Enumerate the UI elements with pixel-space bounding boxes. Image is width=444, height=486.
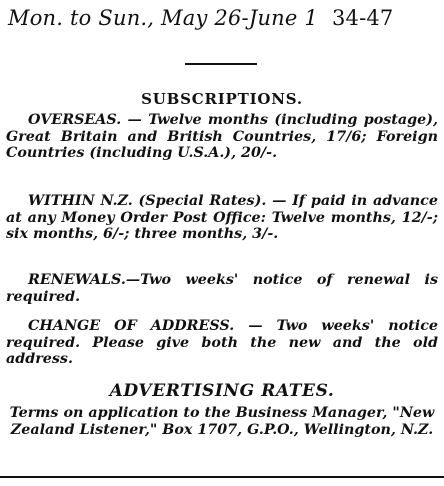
advertising-paragraph: Terms on application to the Business Manager, "New Zealand Listener," Box 1707, G.P.O., Wellington, N.Z. (9, 405, 435, 438)
subscriptions-heading: SUBSCRIPTIONS. (141, 90, 303, 108)
change-of-address-paragraph (6, 318, 438, 368)
date-range: Mon. to Sun., May 26-June 1 (8, 6, 318, 30)
bottom-divider (0, 476, 444, 478)
renewals-paragraph (6, 272, 438, 305)
change-of-address-text: — Two weeks' notice required. Please give both the new and the old address. (6, 318, 438, 368)
overseas-paragraph (6, 112, 438, 162)
renewals-text: —Two weeks' notice of renewal is required. (6, 272, 438, 305)
issue-number: 34-47 (331, 6, 394, 30)
page-header (8, 6, 436, 30)
within-nz-text: — If paid in advance at any Money Order Post Office: Twelve months, 12/-; six months, 6/-; three months, 3/-. (6, 193, 438, 243)
renewals-lead: RENEWALS. (28, 272, 126, 288)
top-divider (185, 63, 257, 65)
within-nz-lead: WITHIN N.Z. (Special Rates). (28, 193, 267, 209)
change-of-address-lead: CHANGE OF ADDRESS. (28, 318, 235, 334)
overseas-lead: OVERSEAS. (28, 112, 122, 128)
within-nz-paragraph (6, 193, 438, 243)
overseas-text: — Twelve months (including postage), Great Britain and British Countries, 17/6; Foreign Countries (including U.S.A.), 20/-. (6, 112, 438, 162)
advertising-rates-heading: ADVERTISING RATES. (109, 381, 335, 401)
